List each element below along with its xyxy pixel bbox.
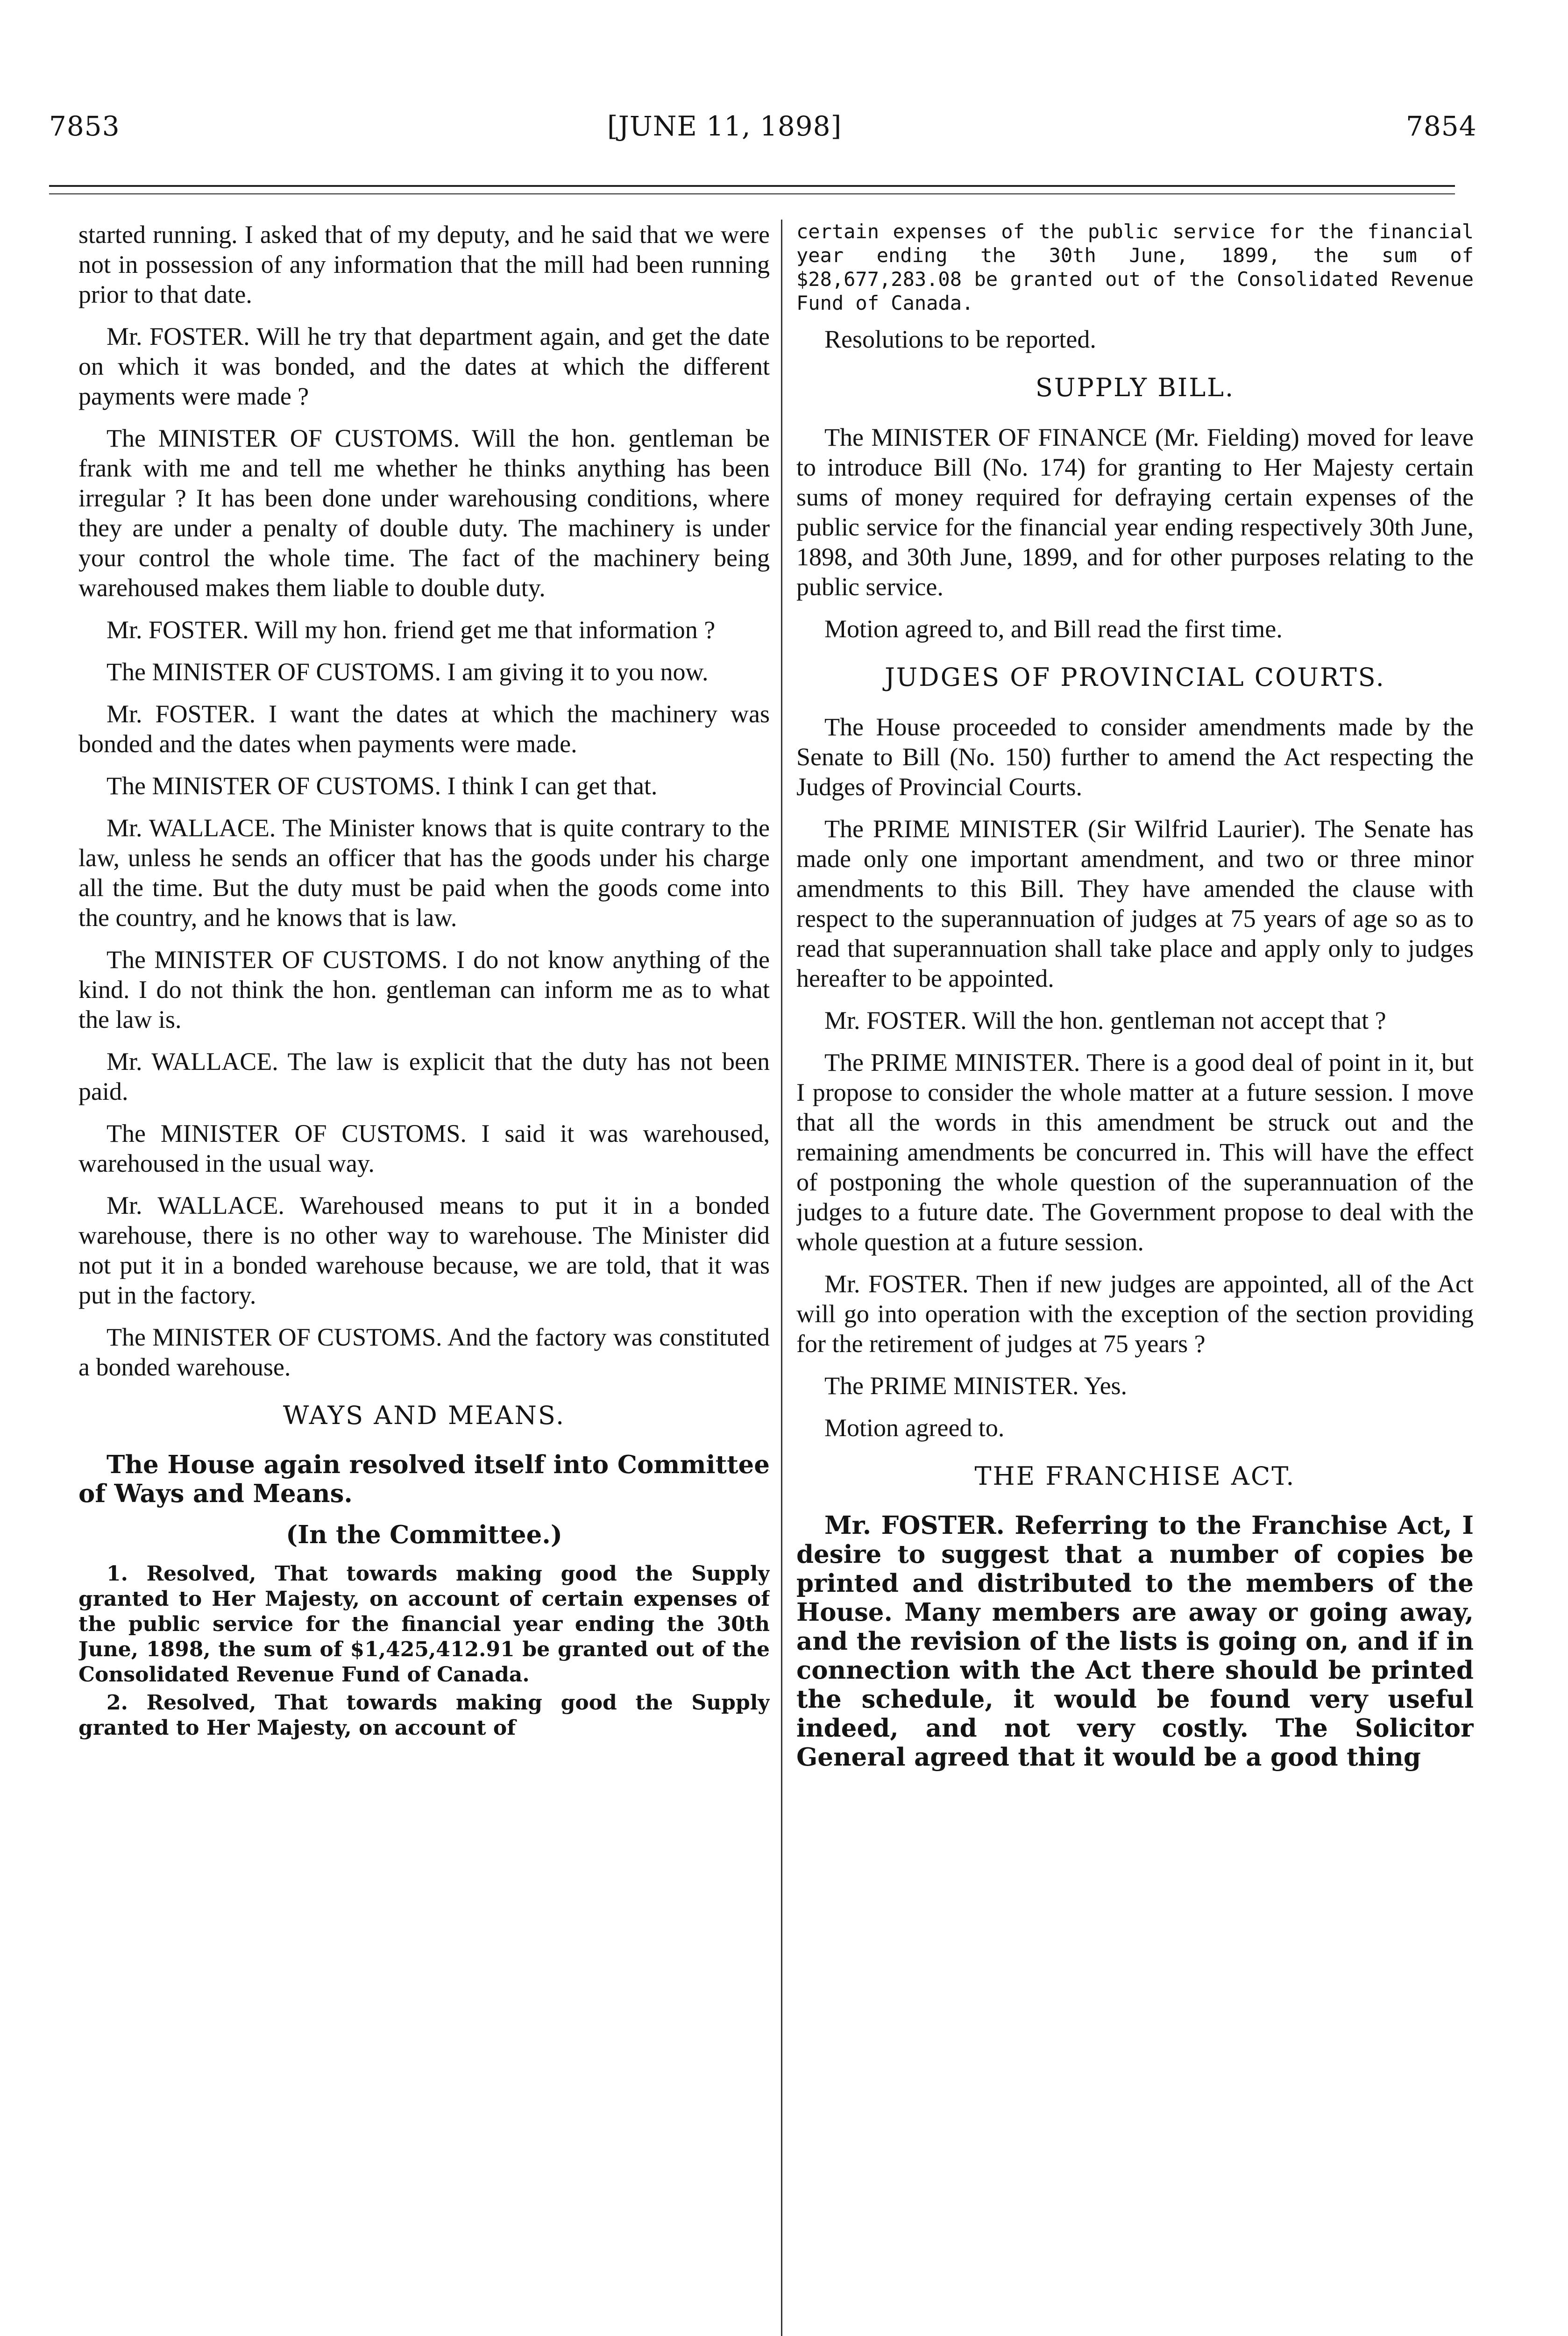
paragraph: Mr. FOSTER. Will he try that department again, and get the date on which it was bonded, and the dates at which the different payments were made ?: [78, 322, 770, 410]
right-column: [796, 220, 1474, 2336]
paragraph: The PRIME MINISTER. There is a good deal of point in it, but I propose to consider the whole matter at a future session. I move that all the words in this amendment be struck out and the remaining amendments be concurred in. This will have the effect of postponing the whole question of the superannuation of the judges to a future date. The Government propose to deal with the whole question at a future session.: [796, 1048, 1474, 1256]
paragraph: The House proceeded to consider amendments made by the Senate to Bill (No. 150) further to amend the Act respecting the Judges of Provincial Courts.: [796, 713, 1474, 801]
page-header: [0, 110, 1568, 148]
paragraph: Mr. WALLACE. The Minister knows that is quite contrary to the law, unless he sends an officer that has the goods under his charge all the time. But the duty must be paid when the goods come into the country, and he knows that is law.: [78, 814, 770, 932]
section-heading-ways-and-means: WAYS AND MEANS.: [283, 1401, 566, 1430]
paragraph: The MINISTER OF FINANCE (Mr. Fielding) moved for leave to introduce Bill (No. 174) for granting to Her Majesty certain sums of money required for defraying certain expenses of the public service for the financial year ending respectively 30th June, 1898, and 30th June, 1899, and for other purposes relating to the public service.: [796, 423, 1474, 601]
paragraph: The MINISTER OF CUSTOMS. I am giving it to you now.: [106, 658, 709, 686]
paragraph: The House again resolved itself into Committee of Ways and Means.: [78, 1450, 770, 1508]
paragraph: (In the Committee.): [286, 1520, 562, 1549]
paragraph: Motion agreed to, and Bill read the first time.: [824, 615, 1283, 643]
paragraph: The PRIME MINISTER (Sir Wilfrid Laurier). The Senate has made only one important amendment, and two or three minor amendments to this Bill. They have amended the clause with respect to the superannuation of judges at 75 years of age so as to read that superannuation shall take place and apply only to judges hereafter to be appointed.: [796, 815, 1474, 992]
paragraph: Mr. FOSTER. I want the dates at which the machinery was bonded and the dates when payments were made.: [78, 700, 770, 758]
header-date: [JUNE 11, 1898]: [607, 110, 842, 142]
paragraph: The PRIME MINISTER. Yes.: [824, 1372, 1128, 1400]
paragraph: Mr. WALLACE. The law is explicit that the duty has not been paid.: [78, 1047, 770, 1105]
paragraph: The MINISTER OF CUSTOMS. Will the hon. gentleman be frank with me and tell me whether he thinks anything has been irregular ? It has been done under warehousing conditions, where they are under a penalty of double duty. The machinery is under your control the whole time. The fact of the machinery being warehoused makes them liable to double duty.: [78, 424, 770, 602]
left-column: [78, 220, 770, 2336]
paragraph: The MINISTER OF CUSTOMS. And the factory was constituted a bonded warehouse.: [78, 1323, 770, 1381]
page-number-left: 7853: [49, 110, 120, 142]
column-divider: [781, 220, 782, 2336]
resolution-1: 1. Resolved, That towards making good the Supply granted to Her Majesty, on account of certain expenses of the public service for the financial year ending the 30th June, 1898, the sum of $1,425,412.91 be granted out of the Consolidated Revenue Fund of Canada.: [78, 1562, 770, 1687]
resolution-2: 2. Resolved, That towards making good the Supply granted to Her Majesty, on account of: [78, 1691, 770, 1740]
paragraph: started running. I asked that of my deputy, and he said that we were not in possession of any information that the mill had been running prior to that date.: [78, 221, 770, 308]
paragraph: Resolutions to be reported.: [824, 325, 1096, 353]
paragraph: Motion agreed to.: [824, 1414, 1005, 1442]
paragraph: Mr. FOSTER. Referring to the Franchise Act, I desire to suggest that a number of copies be printed and distributed to the members of the House. Many members are away or going away, and the revision of the lists is going on, and if in connection with the Act there should be printed the schedule, it would be found very useful indeed, and not very costly. The Solicitor General agreed that it would be a good thing: [796, 1511, 1474, 1772]
header-rule-top: [49, 185, 1455, 187]
paragraph: The MINISTER OF CUSTOMS. I said it was warehoused, warehoused in the usual way.: [78, 1119, 770, 1177]
paragraph: Mr. FOSTER. Will my hon. friend get me that information ?: [106, 616, 716, 644]
header-rule-bottom: [49, 193, 1455, 194]
paragraph: certain expenses of the public service for the financial year ending the 30th June, 1899, the sum of $28,677,283.08 be granted out of the Consolidated Revenue Fund of Canada.: [796, 220, 1474, 314]
paragraph: Mr. FOSTER. Then if new judges are appointed, all of the Act will go into operation with the exception of the section providing for the retirement of judges at 75 years ?: [796, 1270, 1474, 1358]
paragraph: The MINISTER OF CUSTOMS. I do not know anything of the kind. I do not think the hon. gentleman can inform me as to what the law is.: [78, 946, 770, 1033]
paragraph: Mr. FOSTER. Will the hon. gentleman not accept that ?: [824, 1006, 1386, 1034]
page-number-right: 7854: [1406, 110, 1477, 142]
section-heading-franchise-act: THE FRANCHISE ACT.: [974, 1461, 1296, 1491]
paragraph: The MINISTER OF CUSTOMS. I think I can get that.: [106, 772, 658, 800]
paragraph: Mr. WALLACE. Warehoused means to put it in a bonded warehouse, there is no other way to warehouse. The Minister did not put it in a bonded warehouse because, we are told, that it was put in the factory.: [78, 1191, 770, 1309]
section-heading-judges: JUDGES OF PROVINCIAL COURTS.: [885, 662, 1385, 692]
section-heading-supply-bill: SUPPLY BILL.: [1035, 373, 1235, 402]
